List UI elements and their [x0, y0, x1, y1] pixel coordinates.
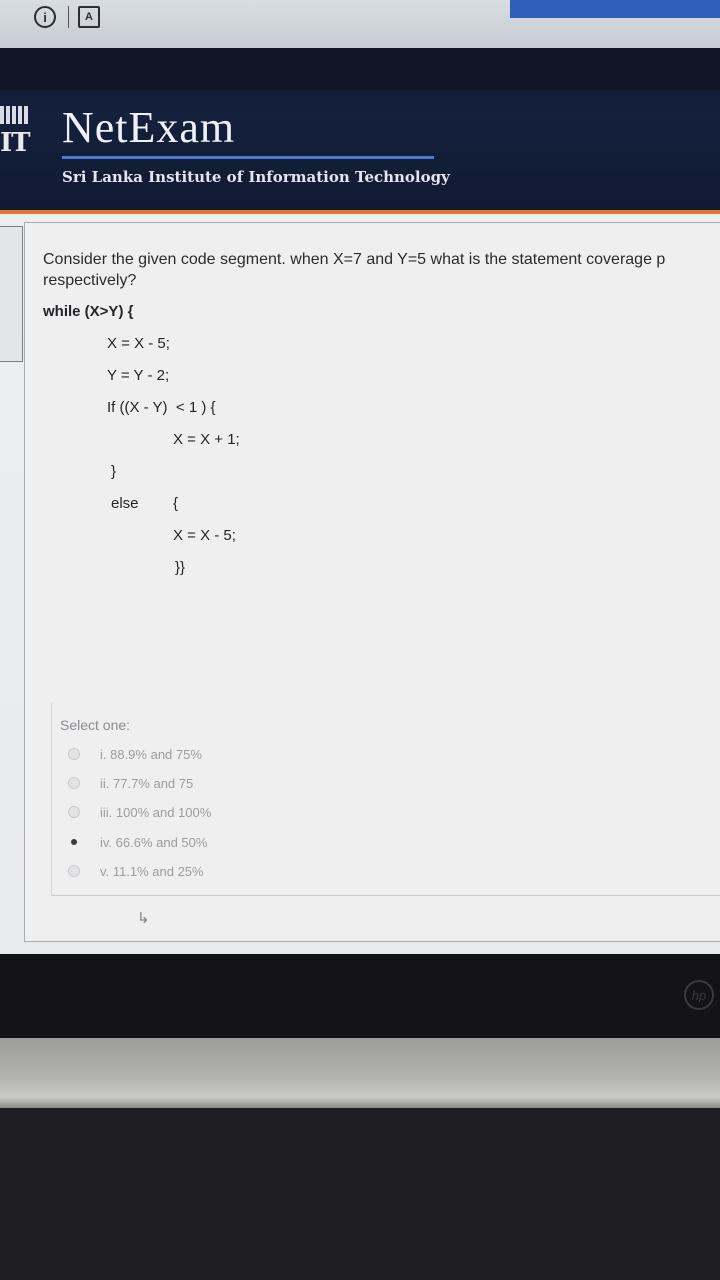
code-line-3: Y = Y - 2;	[107, 367, 170, 384]
radio-button[interactable]	[68, 806, 80, 818]
app-title: NetExam	[62, 103, 236, 152]
hp-logo-icon: hp	[684, 980, 714, 1010]
laptop-bezel	[0, 954, 720, 1038]
code-line-9: }}	[175, 559, 186, 576]
code-line-6: }	[111, 463, 117, 480]
toolbar-divider	[68, 6, 69, 28]
code-line-4: If ((X - Y) < 1 ) {	[107, 399, 216, 416]
logo-grid-icon	[0, 106, 28, 124]
question-nav-panel[interactable]	[0, 226, 23, 362]
answer-option-label: iv. 66.6% and 50%	[100, 834, 208, 850]
image-icon[interactable]: A	[78, 6, 100, 28]
mouse-cursor-icon: ↳	[137, 910, 150, 927]
code-line-8: X = X - 5;	[173, 527, 236, 544]
select-one-label: Select one:	[60, 717, 131, 733]
exam-page	[0, 214, 720, 954]
code-line-2: X = X - 5;	[107, 335, 170, 352]
answer-option-label: v. 11.1% and 25%	[100, 863, 204, 879]
desk-surface	[0, 1108, 720, 1280]
question-line-1: Consider the given code segment. when X=7 and Y=5 what is the statement coverage p	[43, 251, 666, 268]
answer-option-5[interactable]	[68, 860, 204, 882]
answer-option-label: iii. 100% and 100%	[100, 804, 212, 820]
sliit-logo	[0, 106, 34, 174]
question-line-2: respectively?	[43, 272, 137, 289]
info-circle-icon[interactable]: i	[34, 6, 56, 28]
radio-button[interactable]	[68, 865, 80, 877]
header-top-shade	[0, 48, 720, 90]
radio-button[interactable]	[68, 777, 80, 789]
browser-accent-strip	[510, 0, 720, 18]
answer-option-1[interactable]	[68, 743, 202, 765]
answer-options	[51, 703, 720, 896]
browser-toolbar	[0, 0, 720, 49]
code-line-1: while (X>Y) {	[43, 303, 134, 320]
answer-option-4[interactable]	[68, 831, 207, 853]
logo-text: IT	[0, 128, 30, 158]
title-underline	[62, 156, 434, 159]
answer-option-label: i. 88.9% and 75%	[100, 746, 202, 762]
question-card	[24, 222, 720, 942]
code-line-7-brace: {	[173, 495, 179, 512]
answer-option-label: ii. 77.7% and 75	[100, 775, 194, 791]
radio-button[interactable]	[68, 748, 80, 760]
radio-button-selected[interactable]	[68, 836, 80, 848]
institute-name: Sri Lanka Institute of Information Technology	[62, 168, 450, 186]
answer-option-2[interactable]	[68, 772, 193, 794]
laptop-base	[0, 1038, 720, 1108]
answer-option-3[interactable]	[68, 801, 211, 823]
code-line-7-else: else	[111, 495, 139, 512]
code-line-5: X = X + 1;	[173, 431, 240, 448]
question-text	[43, 249, 720, 291]
